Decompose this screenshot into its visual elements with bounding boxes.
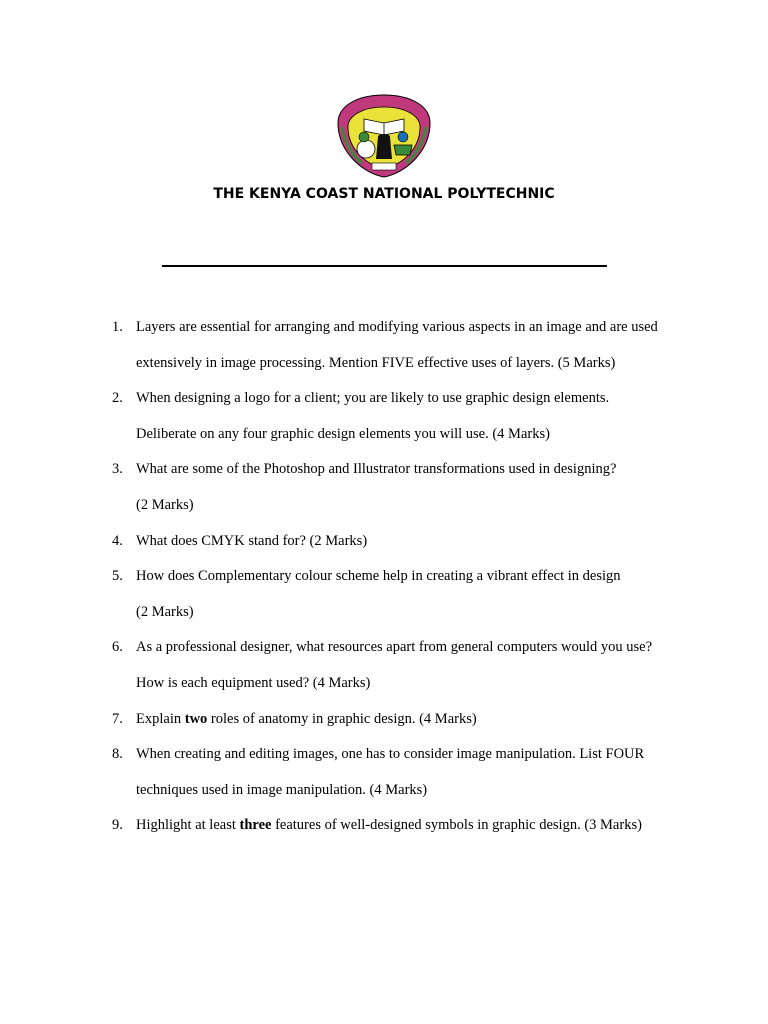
question-text xyxy=(136,532,367,550)
question-text-segment: Explain xyxy=(136,711,185,727)
question-text-segment: As a professional designer, what resources apart from general computers would you use? xyxy=(136,639,653,655)
emphasis-text: three xyxy=(239,817,272,833)
question-text xyxy=(136,781,427,799)
question-text xyxy=(136,816,642,834)
question-text xyxy=(136,460,616,478)
question-text xyxy=(136,354,615,372)
question-text-segment: When creating and editing images, one has to consider image manipulation. List FOUR xyxy=(136,746,645,762)
question-text-segment: techniques used in image manipulation. (4 Marks) xyxy=(136,782,428,798)
divider-line xyxy=(162,265,607,267)
question-text-segment: (2 Marks) xyxy=(136,497,194,513)
question-text xyxy=(136,389,609,407)
question-text xyxy=(136,710,477,728)
question-text xyxy=(136,496,194,514)
question-number: 7. xyxy=(112,711,123,727)
question-text-segment: roles of anatomy in graphic design. (4 Marks) xyxy=(207,711,477,727)
question-text-segment: How is each equipment used? (4 Marks) xyxy=(136,675,371,691)
question-text xyxy=(136,745,644,763)
question-number: 9. xyxy=(112,817,123,833)
question-text-segment: features of well-designed symbols in graphic design. (3 Marks) xyxy=(271,817,642,833)
question-number: 6. xyxy=(112,639,123,655)
institution-title: THE KENYA COAST NATIONAL POLYTECHNIC xyxy=(213,186,555,202)
question-text-segment: (2 Marks) xyxy=(136,604,194,620)
question-text-segment: What does CMYK stand for? (2 Marks) xyxy=(136,533,368,549)
question-text-segment: How does Complementary colour scheme help in creating a vibrant effect in design xyxy=(136,568,621,584)
question-number: 4. xyxy=(112,533,123,549)
question-number: 5. xyxy=(112,568,123,584)
kenya-coast-polytechnic-crest-icon xyxy=(334,93,434,179)
question-text-segment: When designing a logo for a client; you are likely to use graphic design elements. xyxy=(136,390,610,406)
question-number: 1. xyxy=(112,319,123,335)
question-text-segment: extensively in image processing. Mention FIVE effective uses of layers. (5 Marks) xyxy=(136,355,616,371)
question-text-segment: Highlight at least xyxy=(136,817,240,833)
question-text xyxy=(136,425,550,443)
question-text-segment: Deliberate on any four graphic design elements you will use. (4 Marks) xyxy=(136,426,550,442)
question-text xyxy=(136,638,652,656)
question-text-segment: What are some of the Photoshop and Illustrator transformations used in designing? xyxy=(136,461,617,477)
question-number: 8. xyxy=(112,746,123,762)
question-text xyxy=(136,567,621,585)
question-text-segment: Layers are essential for arranging and modifying various aspects in an image and are used xyxy=(136,319,658,335)
question-number: 2. xyxy=(112,390,123,406)
question-text xyxy=(136,603,194,621)
emphasis-text: two xyxy=(184,711,208,727)
question-text xyxy=(136,318,658,336)
question-text xyxy=(136,674,370,692)
question-number: 3. xyxy=(112,461,123,477)
